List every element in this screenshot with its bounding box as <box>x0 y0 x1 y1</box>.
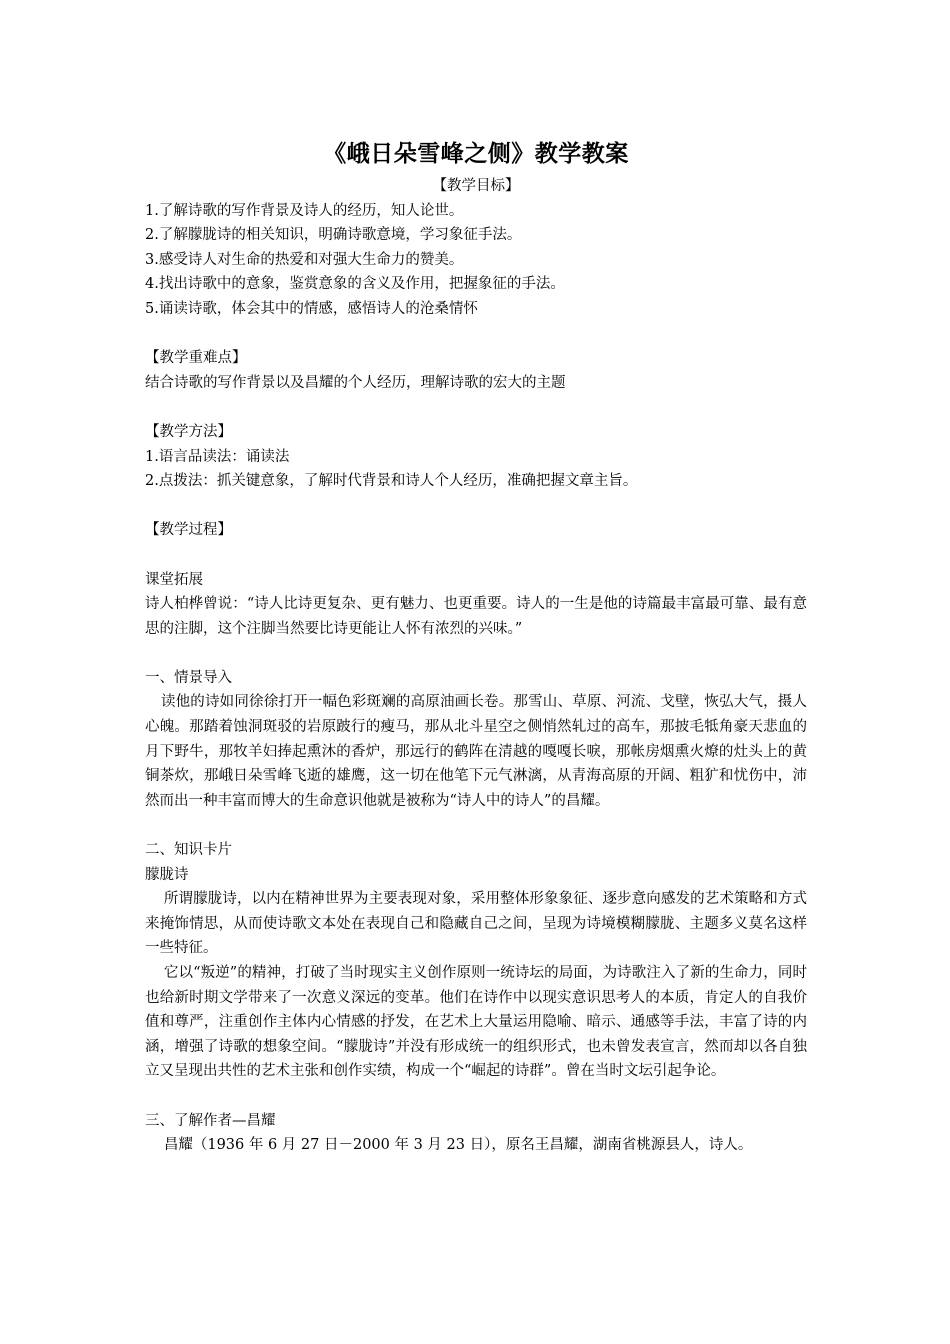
objective-item: 2.了解朦胧诗的相关知识，明确诗歌意境，学习象征手法。 <box>145 227 522 244</box>
spacer <box>145 543 807 568</box>
spacer <box>145 494 807 519</box>
methods-section <box>145 420 807 494</box>
spacer <box>145 395 807 420</box>
document-page <box>145 138 807 1158</box>
key-points-text: 结合诗歌的写作背景以及昌耀的个人经历，理解诗歌的宏大的主题 <box>145 374 566 391</box>
method-item: 1.语言品读法：诵读法 <box>145 448 290 465</box>
objectives-section <box>145 174 807 322</box>
objectives-heading: 【教学目标】 <box>432 178 520 194</box>
process-heading: 【教学过程】 <box>145 522 232 539</box>
extension-heading: 课堂拓展 <box>145 571 203 588</box>
document-title: 《峨日朵雪峰之侧》教学教案 <box>323 140 629 167</box>
section1-heading: 一、情景导入 <box>145 669 232 686</box>
spacer <box>145 322 807 347</box>
spacer <box>145 813 807 838</box>
objective-item: 1.了解诗歌的写作背景及诗人的经历，知人论世。 <box>145 202 464 219</box>
spacer <box>145 1084 807 1109</box>
key-points-section <box>145 346 807 395</box>
section3-heading: 三、了解作者—昌耀 <box>145 1112 276 1129</box>
objective-item: 3.感受诗人对生命的热爱和对强大生命力的赞美。 <box>145 251 464 268</box>
objective-item: 5.诵读诗歌，体会其中的情感，感悟诗人的沧桑情怀 <box>145 300 478 317</box>
section2-paragraph: 它以“叛逆”的精神，打破了当时现实主义创作原则一统诗坛的局面，为诗歌注入了新的生命力，同时也给新时期文学带来了一次意义深远的变革。他们在诗作中以现实意识思考人的本质，肯定人的自我价值和尊严，注重创作主体内心情感的抒发，在艺术上大量运用隐喻、暗示、通感等手法，丰富了诗的内涵，增强了诗歌的想象空间。“朦胧诗”并没有形成统一的组织形式，也未曾发表宣言，然而却以各自独立又呈现出共性的艺术主张和创作实绩，构成一个“崛起的诗群”。曾在当时文坛引起争论。 <box>145 965 807 1080</box>
spacer <box>145 641 807 666</box>
section2-subheading: 朦胧诗 <box>145 866 189 883</box>
methods-heading: 【教学方法】 <box>145 423 232 440</box>
key-points-heading: 【教学重难点】 <box>145 350 247 367</box>
section2-paragraph: 所谓朦胧诗，以内在精神世界为主要表现对象，采用整体形象象征、逐步意向感发的艺术策略和方式来掩饰情思，从而使诗歌文本处在表现自己和隐藏自己之间，呈现为诗境模糊朦胧、主题多义莫名这样一些特征。 <box>145 891 807 957</box>
method-item: 2.点拨法：抓关键意象，了解时代背景和诗人个人经历，准确把握文章主旨。 <box>145 473 638 490</box>
section3-text: 昌耀（1936 年 6 月 27 日－2000 年 3 月 23 日），原名王昌耀，湖南省桃源县人，诗人。 <box>163 1137 753 1154</box>
section2-heading: 二、知识卡片 <box>145 842 232 859</box>
extension-text: 诗人柏桦曾说：“诗人比诗更复杂、更有魅力、也更重要。诗人的一生是他的诗篇最丰富最可靠、最有意思的注脚，这个注脚当然要比诗更能让人怀有浓烈的兴味。” <box>145 596 807 637</box>
section1-text: 读他的诗如同徐徐打开一幅色彩斑斓的高原油画长卷。那雪山、草原、河流、戈壁，恢弘大气，摄人心魄。那踏着蚀洞斑驳的岩原跛行的瘦马，那从北斗星空之侧悄然轧过的高车，那披毛牴角豪天悲血的月下野牛，那牧羊妇捧起熏沐的香炉，那远行的鹤阵在清越的嘎嘎长唳，那帐房烟熏火燎的灶头上的黄铜茶炊，那峨日朵雪峰飞逝的雄鹰，这一切在他笔下元气淋漓，从青海高原的开阔、粗犷和忧伤中，沛然而出一种丰富而博大的生命意识他就是被称为“诗人中的诗人”的昌耀。 <box>145 694 807 809</box>
process-section <box>145 518 807 1157</box>
objective-item: 4.找出诗歌中的意象，鉴赏意象的含义及作用，把握象征的手法。 <box>145 276 565 293</box>
